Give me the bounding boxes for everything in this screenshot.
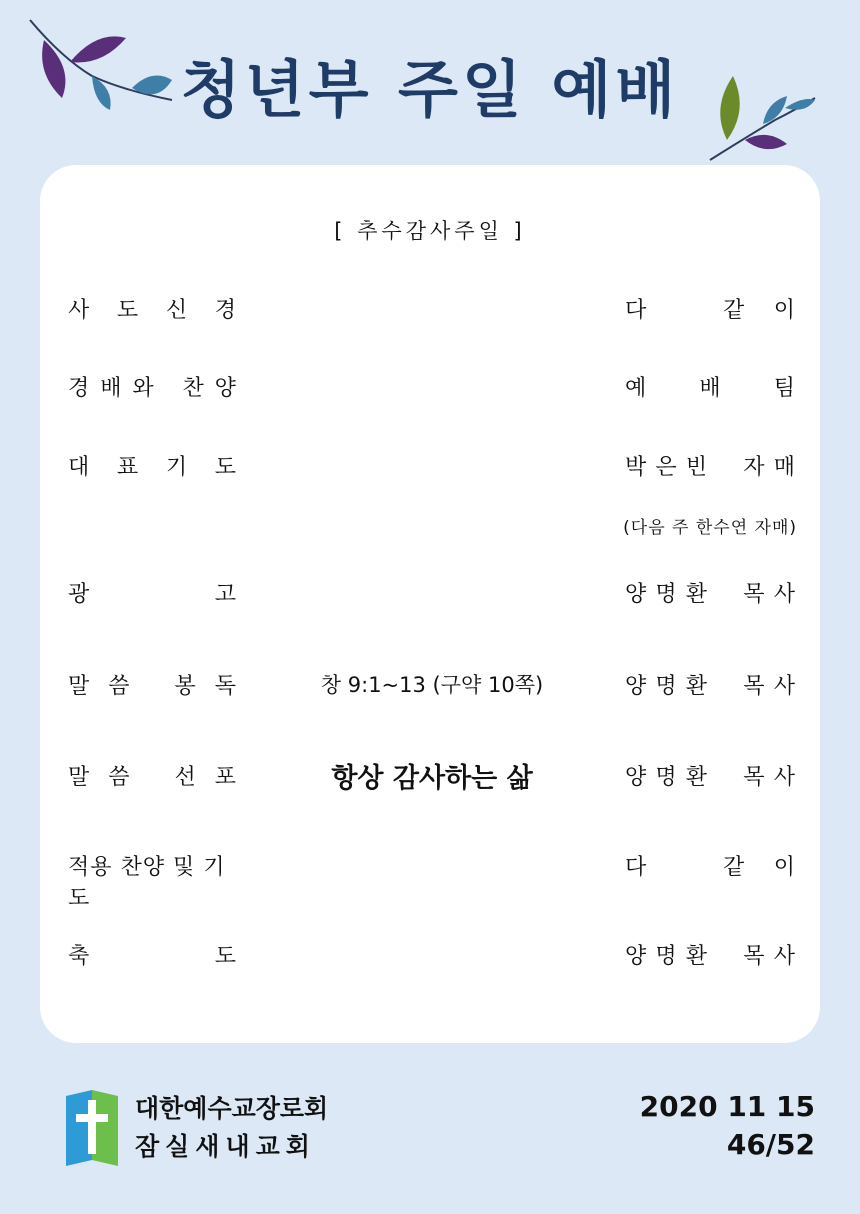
service-row [40, 850, 820, 911]
row-role: 적용 찬양 및 기도 [68, 855, 226, 911]
service-row [40, 293, 820, 333]
row-role: 말 씀 선 포 [68, 765, 236, 790]
church-denomination: 대한예수교장로회 [135, 1094, 329, 1123]
service-row [40, 760, 820, 800]
row-person: 다 같 이 [625, 855, 795, 880]
page-title: 청년부 주일 예배 [180, 53, 680, 126]
row-role: 축 도 [68, 944, 236, 969]
service-subtitle: [ 추수감사주일 ] [334, 219, 526, 243]
scripture-reading: 창 9:1~13 (구약 10쪽) [320, 673, 544, 697]
row-role: 사 도 신 경 [68, 298, 236, 323]
order-of-service-card [40, 165, 820, 1043]
sermon-title: 항상 감사하는 삶 [331, 763, 533, 794]
service-date: 2020 11 15 [639, 1090, 815, 1123]
row-person: 양 명 환 목 사 [625, 765, 795, 790]
service-row [40, 669, 820, 709]
church-local-name: 잠실새내교회 [135, 1132, 316, 1161]
row-person: 다 같 이 [625, 298, 795, 323]
row-role: 경 배 와 찬 양 [68, 376, 236, 401]
row-note: (다음 주 한수연 자매) [623, 518, 797, 538]
row-person: 박 은 빈 자 매 [625, 455, 795, 480]
church-name [135, 1090, 328, 1166]
cross-logo-icon [66, 1090, 118, 1166]
row-role: 대 표 기 도 [68, 455, 236, 480]
row-person: 양 명 환 목 사 [625, 674, 795, 699]
service-row [40, 450, 820, 490]
row-person: 예 배 팀 [625, 376, 795, 401]
issue-number: 46/52 [726, 1128, 815, 1161]
service-row [40, 371, 820, 411]
row-role: 말 씀 봉 독 [68, 674, 236, 699]
service-row [40, 577, 820, 617]
row-person: 양 명 환 목 사 [625, 944, 795, 969]
date-block [600, 1088, 815, 1164]
service-row [40, 939, 820, 979]
row-person: 양 명 환 목 사 [625, 582, 795, 607]
row-role: 광 고 [68, 582, 236, 607]
